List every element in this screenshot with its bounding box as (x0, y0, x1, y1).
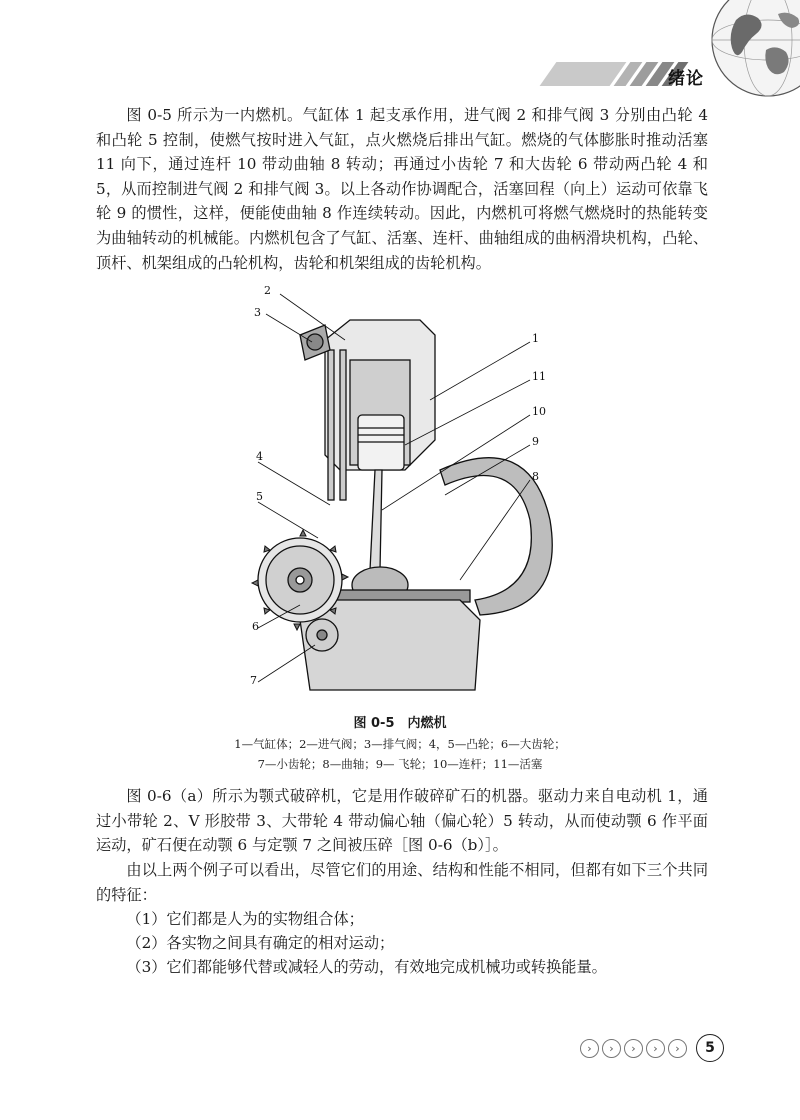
chevron-right-icon: › (580, 1039, 599, 1058)
feature-item-2: （2）各实物之间具有确定的相对运动； (126, 934, 395, 952)
valve-stem (328, 350, 334, 500)
valve-stem (340, 350, 346, 500)
callout-label: 3 (254, 306, 261, 319)
callout-label: 5 (256, 490, 263, 503)
callout-label: 1 (532, 332, 539, 345)
figure-legend-line2: 7—小齿轮；8—曲轴；9— 飞轮；10—连杆；11—活塞 (257, 757, 543, 771)
callout-label: 7 (250, 674, 257, 687)
callout-label: 9 (532, 435, 539, 448)
footer-arrows (580, 1039, 687, 1058)
chevron-right-icon: › (602, 1039, 621, 1058)
callout-label: 8 (532, 470, 539, 483)
paragraph-crusher: 图 0-6（a）所示为颚式破碎机，它是用作破碎矿石的机器。驱动力来自电动机 1，通过小带轮 2、V 形胶带 3、大带轮 4 带动偏心轴（偏心轮）5 转动，从而使动颚 6 作平面运动，矿石便在动颚 6 与定颚 7 之间被压碎［图 0-6（b）］。 (96, 787, 708, 855)
callout-label: 2 (264, 284, 271, 297)
header-stripe (540, 62, 627, 86)
paragraph-engine: 图 0-5 所示为一内燃机。气缸体 1 起支承作用，进气阀 2 和排气阀 3 分别由凸轮 4 和凸轮 5 控制，使燃气按时进入气缸，点火燃烧后排出气缸。燃烧的气体膨胀时推动活塞 11 向下，通过连杆 10 带动曲轴 8 转动；再通过小齿轮 7 和大齿轮 6 带动两凸轮 4 和 5，从而控制进气阀 2 和排气阀 3。以上各动作协调配合，活塞回程（向上）运动可依靠飞轮 9 的惯性，这样，便能使曲轴 8 作连续转动。因此，内燃机可将燃气燃烧时的热能转变为曲轴转动的机械能。内燃机包含了气缸、活塞、连杆、曲轴组成的曲柄滑块机构，凸轮、顶杆、机架组成的凸轮机构，齿轮和机架组成的齿轮机构。 (96, 106, 708, 272)
connecting-rod (370, 470, 382, 570)
chevron-right-icon: › (668, 1039, 687, 1058)
callout-label: 11 (532, 370, 546, 383)
chevron-right-icon: › (646, 1039, 665, 1058)
chevron-right-icon: › (624, 1039, 643, 1058)
callout-label: 10 (532, 405, 546, 418)
page-number: 5 (696, 1034, 724, 1062)
feature-item-3: （3）它们都能够代替或减轻人的劳动，有效地完成机械功或转换能量。 (126, 958, 607, 976)
chapter-title: 绪论 (668, 69, 704, 89)
globe-icon (706, 0, 800, 100)
engine-figure (230, 280, 570, 700)
feature-item-1: （1）它们都是人为的实物组合体； (126, 910, 364, 928)
figure-legend-line1: 1—气缸体；2—进气阀；3—排气阀；4，5—凸轮；6—大齿轮； (234, 737, 566, 751)
figure-caption: 图 0-5 内燃机 (353, 716, 447, 731)
callout-label: 6 (252, 620, 259, 633)
paragraph-features: 由以上两个例子可以看出，尽管它们的用途、结构和性能不相同，但都有如下三个共同的特征： (96, 861, 708, 904)
callout-label: 4 (256, 450, 263, 463)
